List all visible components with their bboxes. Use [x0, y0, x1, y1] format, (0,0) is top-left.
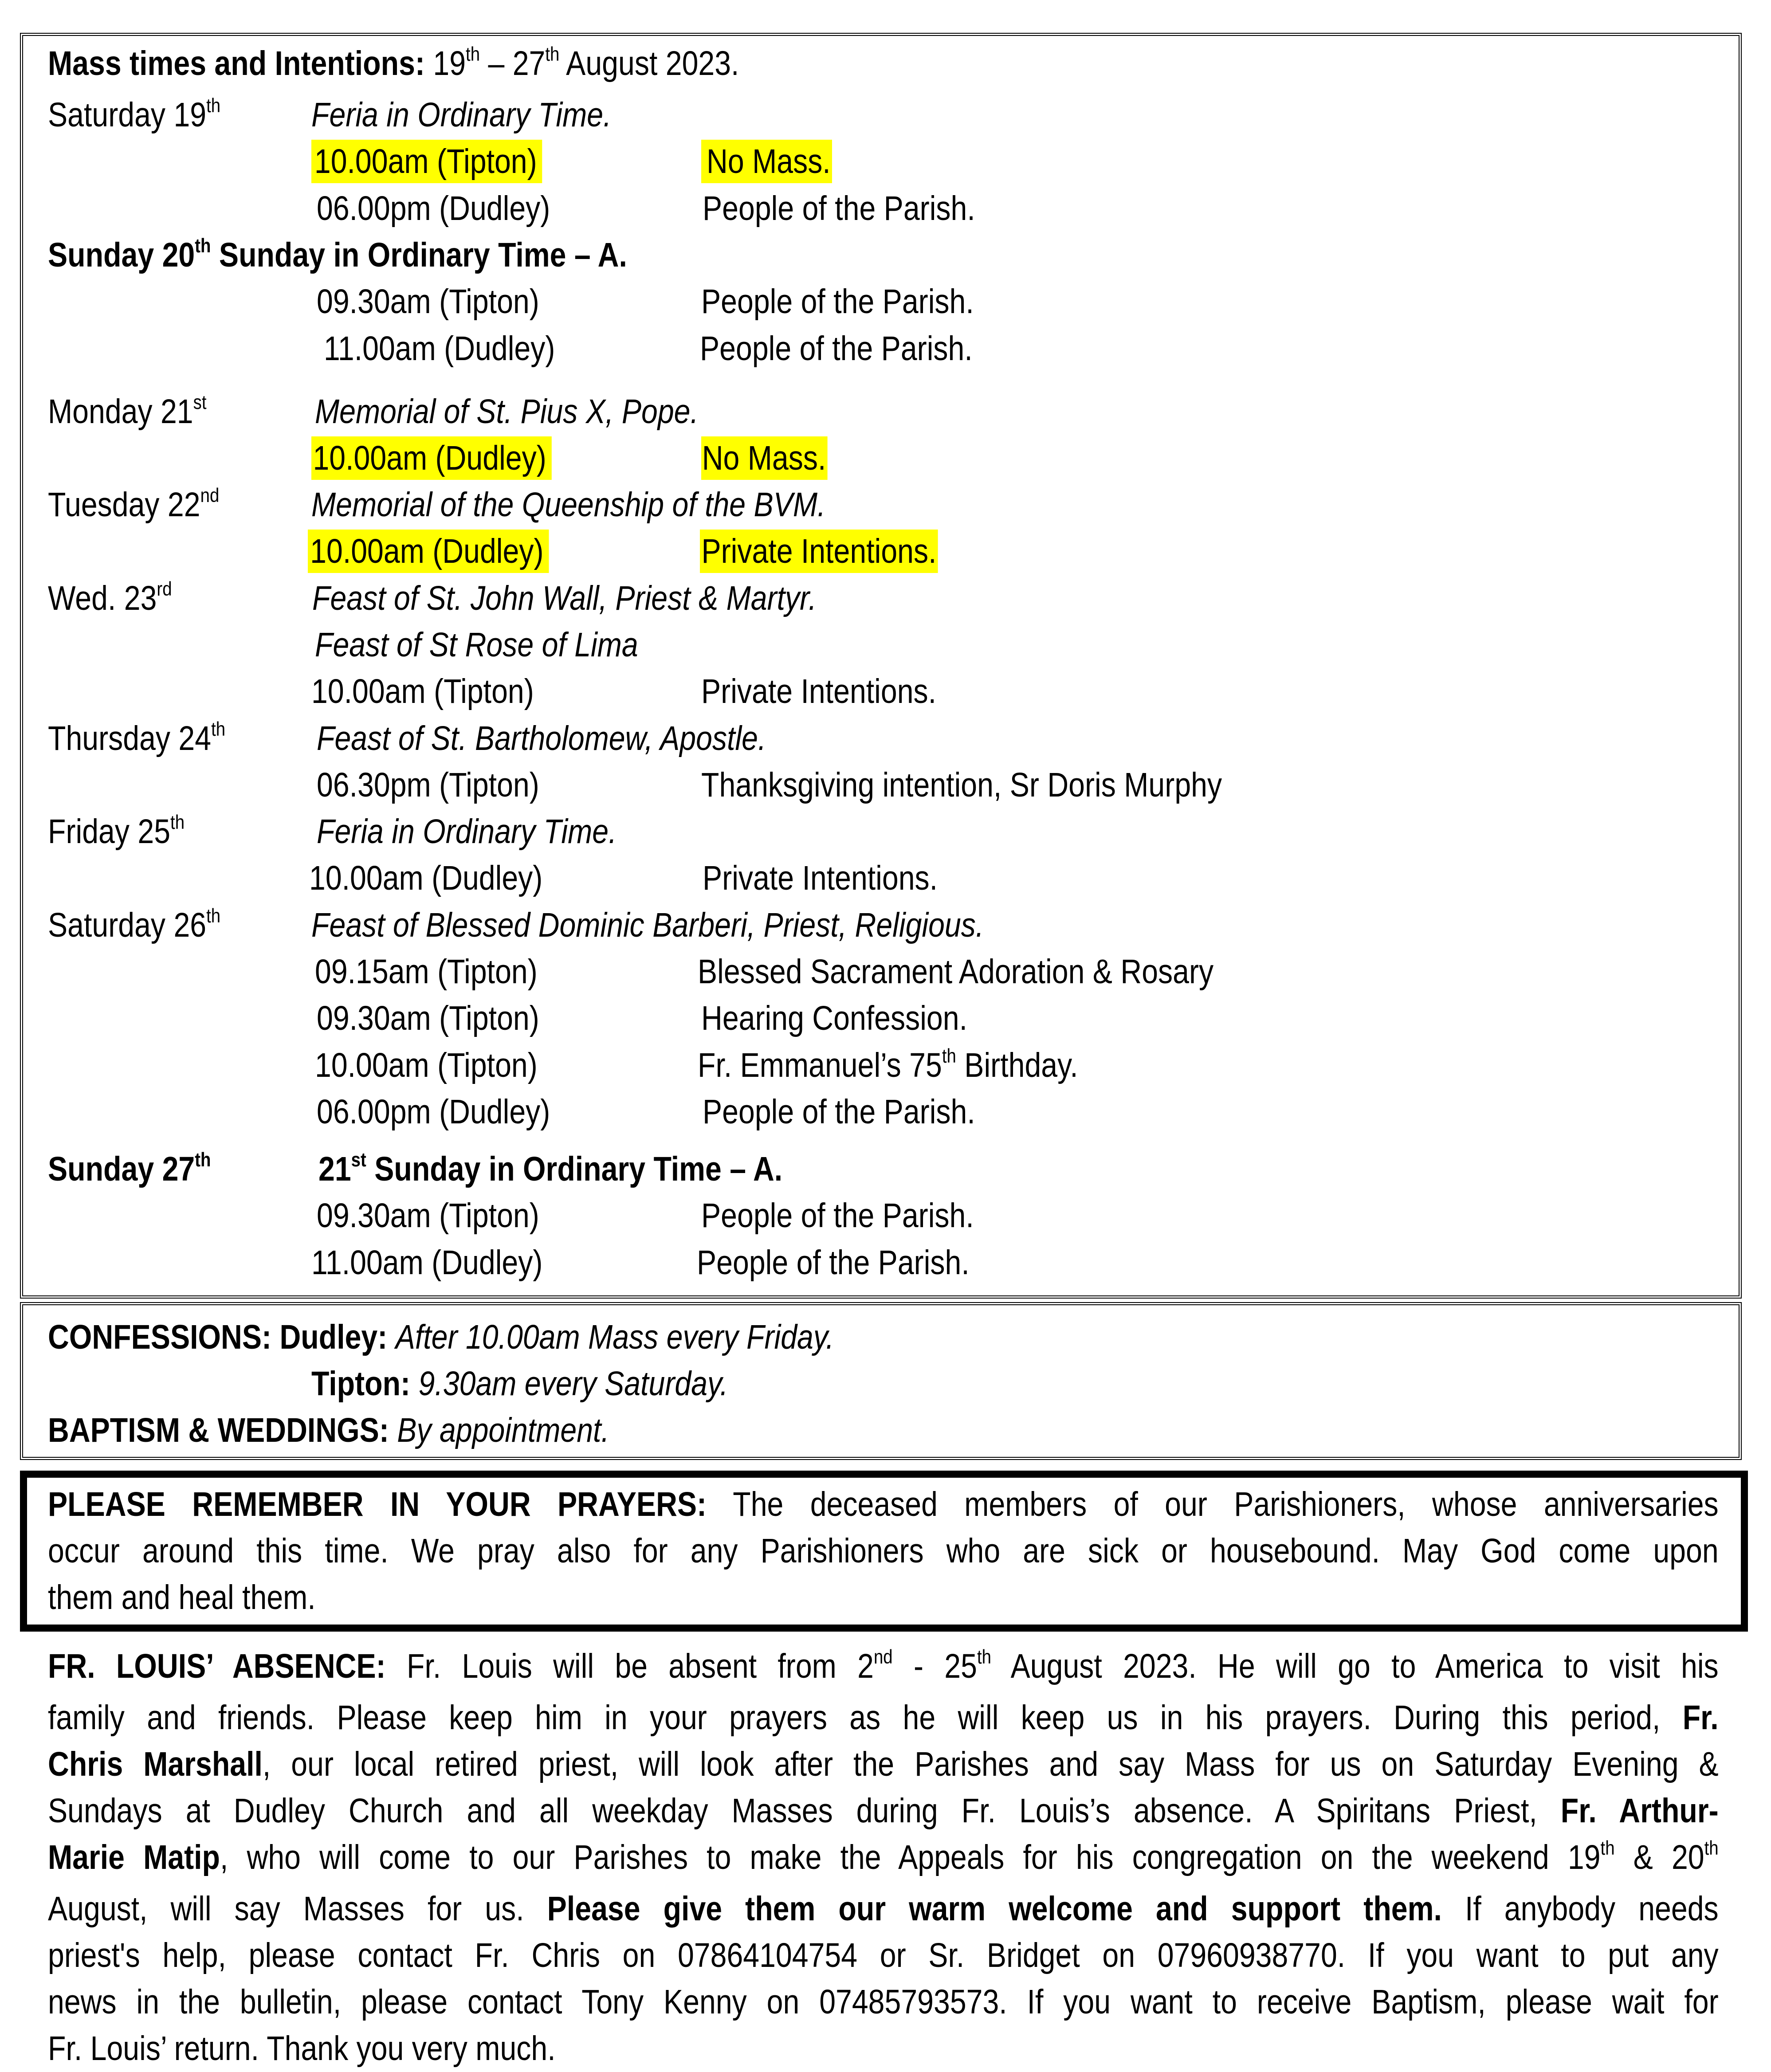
absence-line: Marie Matip, who will come to our Parishes to make the Appeals for his congregation on the weekend 19th & 20th	[48, 1837, 1719, 1876]
day-label: Thursday 24th	[48, 718, 226, 757]
mass-intention: People of the Parish.	[703, 189, 975, 228]
mass-intention: People of the Parish.	[697, 1244, 970, 1282]
absence-paragraph	[48, 1643, 1718, 2072]
confessions-tipton: Tipton: 9.30am every Saturday.	[311, 1365, 728, 1403]
absence-line: Fr. Louis’ return. Thank you very much.	[48, 2029, 556, 2068]
mass-time: 09.30am (Tipton)	[317, 1197, 539, 1235]
mass-time: 06.30pm (Tipton)	[317, 766, 539, 804]
feast-label: Feria in Ordinary Time.	[317, 812, 617, 851]
day-label: Monday 21st	[48, 391, 207, 431]
feast-label: Memorial of St. Pius X, Pope.	[315, 392, 699, 431]
mass-time: 09.15am (Tipton)	[315, 953, 538, 991]
mass-intention: No Mass.	[701, 145, 832, 179]
prayers-line: PLEASE REMEMBER IN YOUR PRAYERS: The deceased members of our Parishioners, whose anniversaries	[48, 1485, 1719, 1523]
mass-time: 10.00am (Dudley)	[308, 534, 549, 569]
mass-intention: People of the Parish.	[703, 1093, 975, 1131]
prayers-line: them and heal them.	[48, 1578, 316, 1617]
absence-line: FR. LOUIS’ ABSENCE: Fr. Louis will be absent from 2nd - 25th August 2023. He will go to America to visit his	[48, 1646, 1719, 1685]
mass-time: 06.00pm (Dudley)	[317, 1093, 550, 1131]
absence-line: priest's help, please contact Fr. Chris on 07864104754 or Sr. Bridget on 07960938770. If you want to put any	[48, 1936, 1719, 1974]
mass-intention: Hearing Confession.	[701, 999, 967, 1037]
mass-time: 11.00am (Dudley)	[324, 330, 555, 368]
feast-label: Memorial of the Queenship of the BVM.	[311, 486, 826, 524]
feast-label: 21st Sunday in Ordinary Time – A.	[318, 1149, 783, 1188]
mass-times-title: Mass times and Intentions:	[48, 44, 425, 82]
day-label: Wed. 23rd	[48, 578, 172, 617]
mass-intention: Private Intentions.	[700, 534, 938, 569]
confessions-dudley: CONFESSIONS: Dudley: After 10.00am Mass every Friday.	[48, 1318, 834, 1356]
mass-time: 09.30am (Tipton)	[317, 283, 539, 321]
mass-intention: Thanksgiving intention, Sr Doris Murphy	[701, 766, 1222, 804]
absence-line: August, will say Masses for us. Please give them our warm welcome and support them. If anybody needs	[48, 1890, 1719, 1928]
mass-time: 11.00am (Dudley)	[311, 1244, 543, 1282]
day-label: Saturday 19th	[48, 94, 221, 134]
day-label: Sunday 20th Sunday in Ordinary Time – A.	[48, 235, 627, 274]
mass-time: 10.00am (Tipton)	[315, 1046, 538, 1084]
feast-label: Feast of St Rose of Lima	[315, 626, 638, 664]
absence-line: news in the bulletin, please contact Tony Kenny on 07485793573. If you want to receive Baptism, please wait for	[48, 1983, 1719, 2021]
feast-label: Feria in Ordinary Time.	[311, 96, 612, 134]
mass-time: 06.00pm (Dudley)	[317, 189, 550, 228]
mass-intention: No Mass.	[701, 441, 828, 475]
day-label: Friday 25th	[48, 811, 185, 851]
day-label: Tuesday 22nd	[48, 484, 220, 524]
feast-label: Feast of St. Bartholomew, Apostle.	[317, 719, 766, 757]
absence-line: family and friends. Please keep him in your prayers as he will keep us in his prayers. During this period, Fr.	[48, 1699, 1719, 1737]
mass-intention: Private Intentions.	[701, 672, 937, 710]
mass-time: 10.00am (Dudley)	[309, 859, 543, 897]
absence-line: Sundays at Dudley Church and all weekday Masses during Fr. Louis’s absence. A Spiritans Priest, Fr. Arthur-	[48, 1792, 1719, 1830]
mass-time: 09.30am (Tipton)	[317, 999, 539, 1037]
mass-times-heading: Mass times and Intentions: 19th – 27th August 2023.	[48, 43, 739, 82]
mass-time: 10.00am (Dudley)	[311, 441, 552, 475]
mass-intention: Blessed Sacrament Adoration & Rosary	[698, 953, 1214, 991]
mass-intention: Private Intentions.	[703, 859, 938, 897]
prayers-line: occur around this time. We pray also for any Parishioners who are sick or housebound. May God come upon	[48, 1532, 1719, 1570]
mass-intention: People of the Parish.	[701, 1197, 974, 1235]
absence-line: Chris Marshall, our local retired priest, will look after the Parishes and say Mass for us on Saturday Evening &	[48, 1745, 1719, 1783]
mass-time: 10.00am (Tipton)	[311, 672, 534, 710]
mass-intention: People of the Parish.	[700, 330, 973, 368]
day-label: Saturday 26th	[48, 905, 221, 944]
feast-label: Feast of Blessed Dominic Barberi, Priest, Religious.	[311, 906, 984, 944]
mass-intention: Fr. Emmanuel’s 75th Birthday.	[698, 1045, 1078, 1084]
feast-label: Feast of St. John Wall, Priest & Martyr.	[312, 579, 817, 617]
mass-time: 10.00am (Tipton)	[311, 145, 542, 179]
prayers-paragraph	[48, 1481, 1718, 1621]
mass-intention: People of the Parish.	[701, 283, 974, 321]
baptism-weddings: BAPTISM & WEDDINGS: By appointment.	[48, 1411, 609, 1449]
day-label: Sunday 27th	[48, 1149, 211, 1188]
